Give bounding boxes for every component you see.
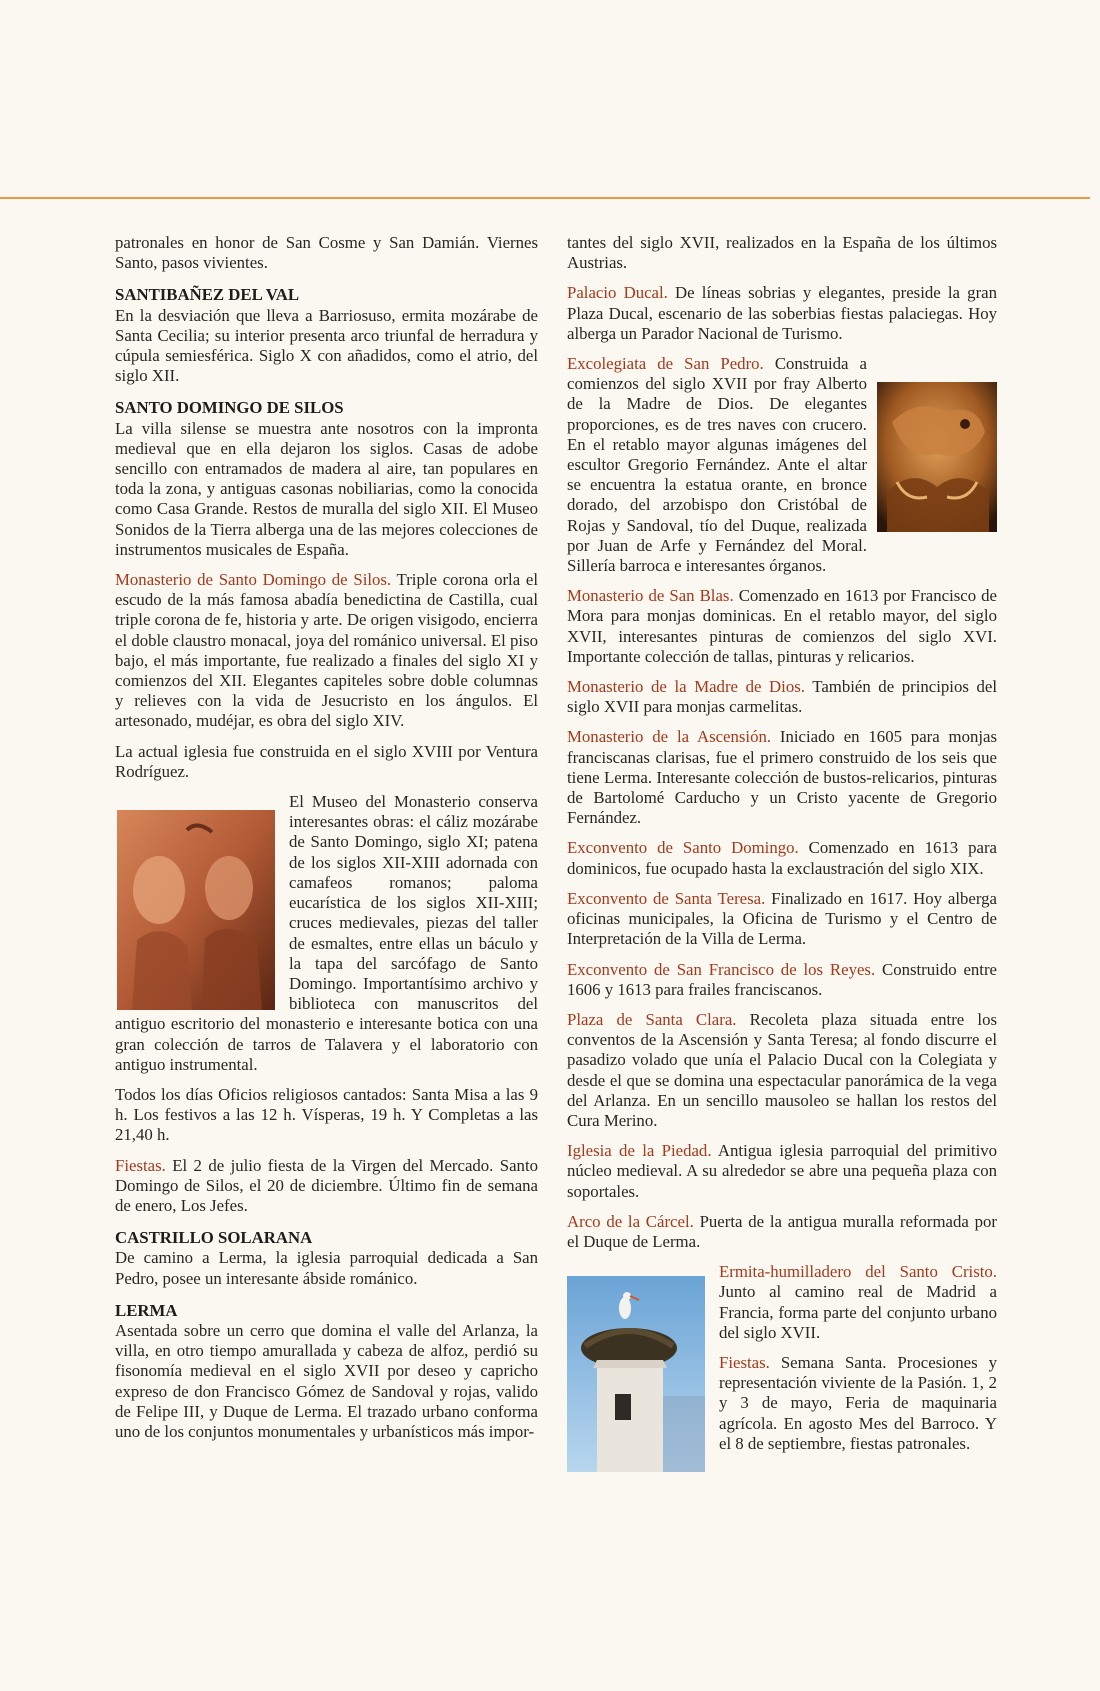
entry-text: Comenzado en 1613 por Francisco de Mora para monjas dominicas. En el retablo mayor, del siglo XVII, interesantes pinturas de comienzos del siglo XVI. Importante colección de tallas, pinturas y relicarios. bbox=[567, 586, 997, 666]
entry-lead: Monasterio de la Madre de Dios. bbox=[567, 677, 805, 697]
fiestas-silos-text: El 2 de julio fiesta de la Virgen del Mercado. Santo Domingo de Silos, el 20 de diciembre. Último fin de semana de enero, Los Jefes. bbox=[115, 1155, 538, 1215]
entry-lead: Fiestas. bbox=[719, 1352, 770, 1372]
entry-lead: Iglesia de la Piedad. bbox=[567, 1141, 712, 1161]
entry-exconvento-santo-domingo bbox=[567, 838, 997, 878]
iglesia-paragraph: La actual iglesia fue construida en el siglo XVIII por Ventura Rodríguez. bbox=[115, 741, 538, 781]
entry-text: Comenzado en 1613 para dominicos, fue ocupado hasta la exclaustración del siglo XIX. bbox=[567, 838, 997, 878]
entry-text: Junto al camino real de Madrid a Francia, forma parte del conjunto urbano del siglo XVII. bbox=[719, 1282, 997, 1342]
castrillo-text: De camino a Lerma, la iglesia parroquial dedicada a San Pedro, posee un interesante ábside románico. bbox=[115, 1248, 538, 1288]
entry-lead: Monasterio de la Ascensión. bbox=[567, 727, 772, 747]
entry-plaza-santa-clara bbox=[567, 1010, 997, 1131]
heading-castrillo: CASTRILLO SOLARANA bbox=[115, 1228, 313, 1248]
entry-text: Recoleta plaza situada entre los conventos de la Ascensión y Santa Teresa; al fondo discurre el pasadizo volado que unía el Palacio Ducal con la Colegiata y desde el que se domina una espectacular panorámica de la vega del Arlanza. En un sencillo mausoleo se hallan los restos del Cura Merino. bbox=[567, 1009, 997, 1130]
carved-capital-photo bbox=[877, 382, 997, 532]
entry-text: Construida a comienzos del siglo XVII por fray Alberto de la Madre de Dios. De elegantes proporciones, es de tres naves con crucero. En el retablo mayor algunas imágenes del escultor Gregorio Fernández. Ante el altar se encuentra la estatua orante, en bronce dorado, del arzobispo don Cristóbal de Rojas y Sandoval, tío del Duque, realizada por Juan de Arfe y Fernández del Moral. Sillería barroca e interesantes órganos. bbox=[567, 354, 867, 576]
left-column bbox=[115, 233, 538, 1452]
entry-lead: Exconvento de Santo Domingo. bbox=[567, 838, 799, 858]
entry-iglesia-piedad bbox=[567, 1141, 997, 1202]
monasterio-silos-paragraph bbox=[115, 570, 538, 732]
entry-lead: Exconvento de Santa Teresa. bbox=[567, 888, 766, 908]
heading-santibanez: SANTIBAÑEZ DEL VAL bbox=[115, 285, 300, 305]
entry-lead: Exconvento de San Francisco de los Reyes. bbox=[567, 959, 876, 979]
header-rule bbox=[0, 197, 1090, 199]
entry-lead: Monasterio de San Blas. bbox=[567, 586, 734, 606]
relief-sculpture-photo bbox=[117, 810, 275, 1010]
entry-text: Semana Santa. Procesiones y representación viviente de la Pasión. 1, 2 y 3 de mayo, Feria de maquinaria agrícola. En agosto Mes del Barroco. Y el 8 de septiembre, fiestas patronales. bbox=[719, 1352, 997, 1453]
entry-text: Iniciado en 1605 para monjas franciscanas clarisas, fue el primero construido de los seis que tiene Lerma. Interesante colección de bustos-relicarios, pinturas de Bartolomé Carducho y un Cristo yacente de Gregorio Fernández. bbox=[567, 727, 997, 828]
entry-exconvento-san-francisco bbox=[567, 960, 997, 1000]
entry-ascension bbox=[567, 727, 997, 828]
entry-text: También de principios del siglo XVII para monjas carmelitas. bbox=[567, 677, 997, 717]
museo-paragraph: El Museo del Monasterio conserva interesantes obras: el cáliz mozárabe de Santo Domingo, siglo XI; patena de los siglos XII-XIII adornada con camafeos romanos; paloma eucarística de los siglos XII-XIII; cruces medievales, piezas del taller de esmaltes, entre ellas un báculo y la tapa del sarcófago de Santo Domingo. Importantísimo archivo y biblioteca con manuscritos del antiguo escritorio del monasterio e interesante botica con una gran colección de tarros de Talavera y el laboratorio con antiguo instrumental. bbox=[115, 792, 538, 1074]
entry-text: Antigua iglesia parroquial del primitivo núcleo medieval. A su alrededor se abre una pequeña plaza con soportales. bbox=[567, 1141, 998, 1201]
right-intro-paragraph: tantes del siglo XVII, realizados en la España de los últimos Austrias. bbox=[567, 233, 997, 273]
entry-exconvento-santa-teresa bbox=[567, 889, 997, 950]
heading-silos: SANTO DOMINGO DE SILOS bbox=[115, 398, 344, 418]
entry-lead: Excolegiata de San Pedro. bbox=[567, 354, 764, 374]
entry-lead: Palacio Ducal. bbox=[567, 283, 668, 303]
monasterio-silos-lead: Monasterio de Santo Domingo de Silos. bbox=[115, 570, 392, 590]
entry-lead: Plaza de Santa Clara. bbox=[567, 1009, 737, 1029]
entry-text: De líneas sobrias y elegantes, preside la gran Plaza Ducal, escenario de las soberbias fiestas palaciegas. Hoy alberga un Parador Nacional de Turismo. bbox=[567, 283, 997, 343]
monasterio-silos-text: Triple corona orla el escudo de la más famosa abadía benedictina de Castilla, cual triple corona de fe, historia y arte. De origen visigodo, encierra el doble claustro monacal, joya del románico universal. El piso bajo, el más importante, fue realizado a finales del siglo XI y comienzos del XII. Elegantes capiteles sobre doble columnas y relieves con la vida de Jesucristo en los ángulos. El artesonado, mudéjar, es obra del siglo XIV. bbox=[115, 570, 539, 731]
entry-text: Finalizado en 1617. Hoy alberga oficinas municipales, la Oficina de Turismo y el Centro de Interpretación de la Villa de Lerma. bbox=[567, 888, 998, 949]
entry-madre-de-dios bbox=[567, 677, 997, 717]
santibanez-text: En la desviación que lleva a Barriosuso, ermita mozárabe de Santa Cecilia; su interior presenta arco triunfal de herradura y cúpula semiesférica. Siglo X con añadidos, como el atrio, del siglo XII. bbox=[115, 305, 538, 386]
entry-arco-carcel bbox=[567, 1212, 997, 1252]
fiestas-silos-paragraph bbox=[115, 1156, 538, 1217]
fiestas-silos-lead: Fiestas. bbox=[115, 1155, 166, 1175]
intro-paragraph: patronales en honor de San Cosme y San Damián. Viernes Santo, pasos vivientes. bbox=[115, 233, 538, 273]
stork-nest-photo bbox=[567, 1276, 705, 1472]
heading-lerma: LERMA bbox=[115, 1300, 178, 1320]
entry-lead: Arco de la Cárcel. bbox=[567, 1211, 694, 1231]
entry-lead: Ermita-humilladero del Santo Cristo. bbox=[719, 1262, 997, 1282]
entry-text: Puerta de la antigua muralla reformada por el Duque de Lerma. bbox=[567, 1211, 997, 1251]
entry-text: Construido entre 1606 y 1613 para frailes franciscanos. bbox=[567, 959, 997, 999]
lerma-text: Asentada sobre un cerro que domina el valle del Arlanza, la villa, en otro tiempo amurallada y cabeza de alfoz, perdió su fisonomía medieval en el siglo XVII por deseo y capricho expreso de don Francisco Gómez de Sandoval y rojas, valido de Felipe III, y Duque de Lerma. El trazado urbano conforma uno de los conjuntos monumentales y urbanísticos más impor- bbox=[115, 1320, 538, 1441]
entry-san-blas bbox=[567, 586, 997, 667]
silos-text: La villa silense se muestra ante nosotros con la impronta medieval que en ella dejaron los siglos. Casas de adobe sencillo con entramados de madera al aire, tan populares en toda la zona, y antiguas casonas nobiliarias, como la conocida como Casa Grande. Restos de muralla del siglo XII. El Museo Sonidos de la Tierra alberga una de las mejores colecciones de instrumentos musicales de España. bbox=[115, 418, 538, 559]
right-column bbox=[567, 233, 997, 1476]
entry-palacio-ducal bbox=[567, 283, 997, 344]
oficios-paragraph: Todos los días Oficios religiosos cantados: Santa Misa a las 9 h. Los festivos a las 12 h. Vísperas, 19 h. Y Completas a las 21,40 h. bbox=[115, 1084, 538, 1145]
